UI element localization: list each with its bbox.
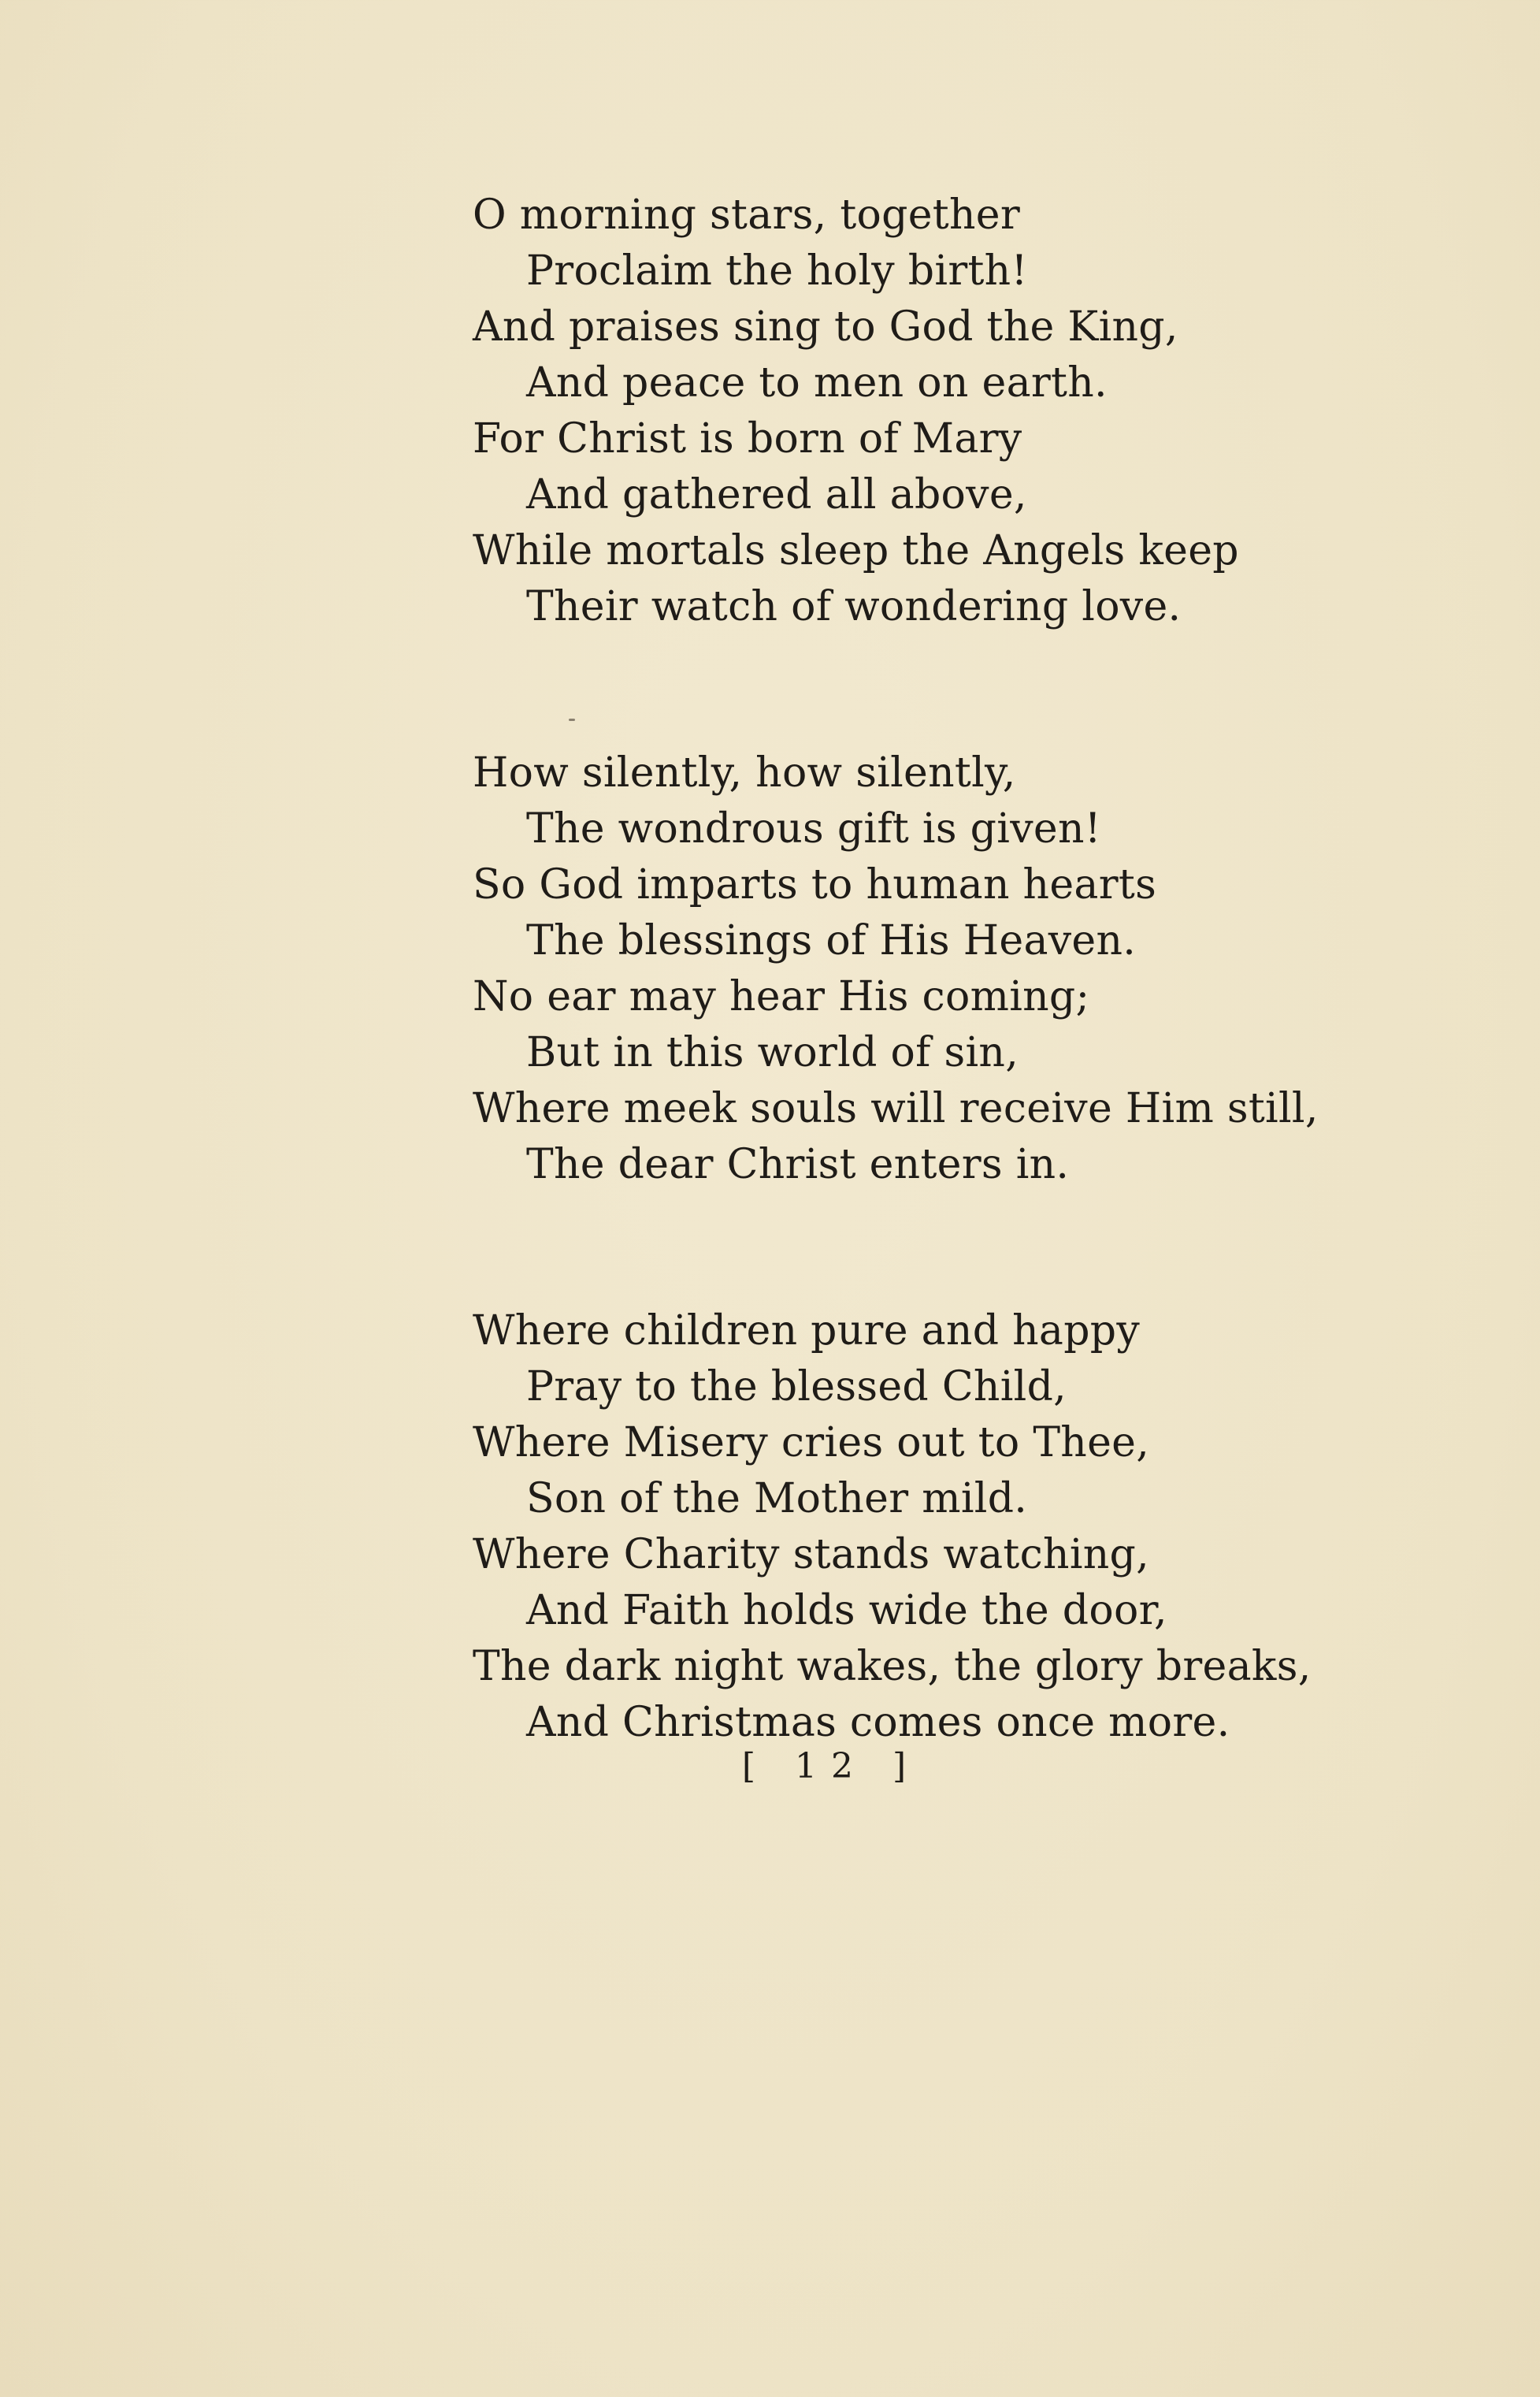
poem-line: But in this world of sin,	[526, 1029, 1019, 1076]
poem-line: And peace to men on earth.	[526, 359, 1108, 407]
poem-line: Where Charity stands watching,	[473, 1531, 1149, 1578]
poem-line: And Christmas comes once more.	[526, 1699, 1230, 1746]
stanza-3	[473, 1303, 1418, 1751]
poem-line: And gathered all above,	[526, 471, 1027, 518]
stanza-1	[473, 188, 1418, 635]
poem-line: Son of the Mother mild.	[526, 1475, 1028, 1522]
page-number: [ 12 ]	[741, 1746, 921, 1786]
poem-line: Where children pure and happy	[473, 1307, 1141, 1355]
poem-line: So God imparts to human hearts	[473, 861, 1157, 909]
poem-line: Where meek souls will receive Him still,	[473, 1085, 1319, 1132]
poem-line: And Faith holds wide the door,	[526, 1587, 1167, 1634]
poem	[473, 188, 1418, 1751]
poem-line: The dear Christ enters in.	[526, 1141, 1070, 1188]
poem-line: While mortals sleep the Angels keep	[473, 527, 1239, 574]
poem-line: Pray to the blessed Child,	[526, 1363, 1067, 1410]
stanza-2	[473, 745, 1418, 1193]
poem-line: The dark night wakes, the glory breaks,	[473, 1643, 1312, 1690]
poem-line: The blessings of His Heaven.	[526, 917, 1137, 964]
poem-line: No ear may hear His coming;	[473, 973, 1090, 1020]
poem-line: Their watch of wondering love.	[526, 583, 1182, 630]
poem-line: For Christ is born of Mary	[473, 415, 1022, 463]
poem-line: The wondrous gift is given!	[526, 805, 1101, 853]
poem-line: Proclaim the holy birth!	[526, 247, 1028, 295]
poem-line: And praises sing to God the King,	[473, 303, 1178, 351]
poem-line: Where Misery cries out to Thee,	[473, 1419, 1150, 1466]
poem-line: O morning stars, together	[473, 191, 1021, 239]
poem-line: How silently, how silently,	[473, 749, 1016, 797]
